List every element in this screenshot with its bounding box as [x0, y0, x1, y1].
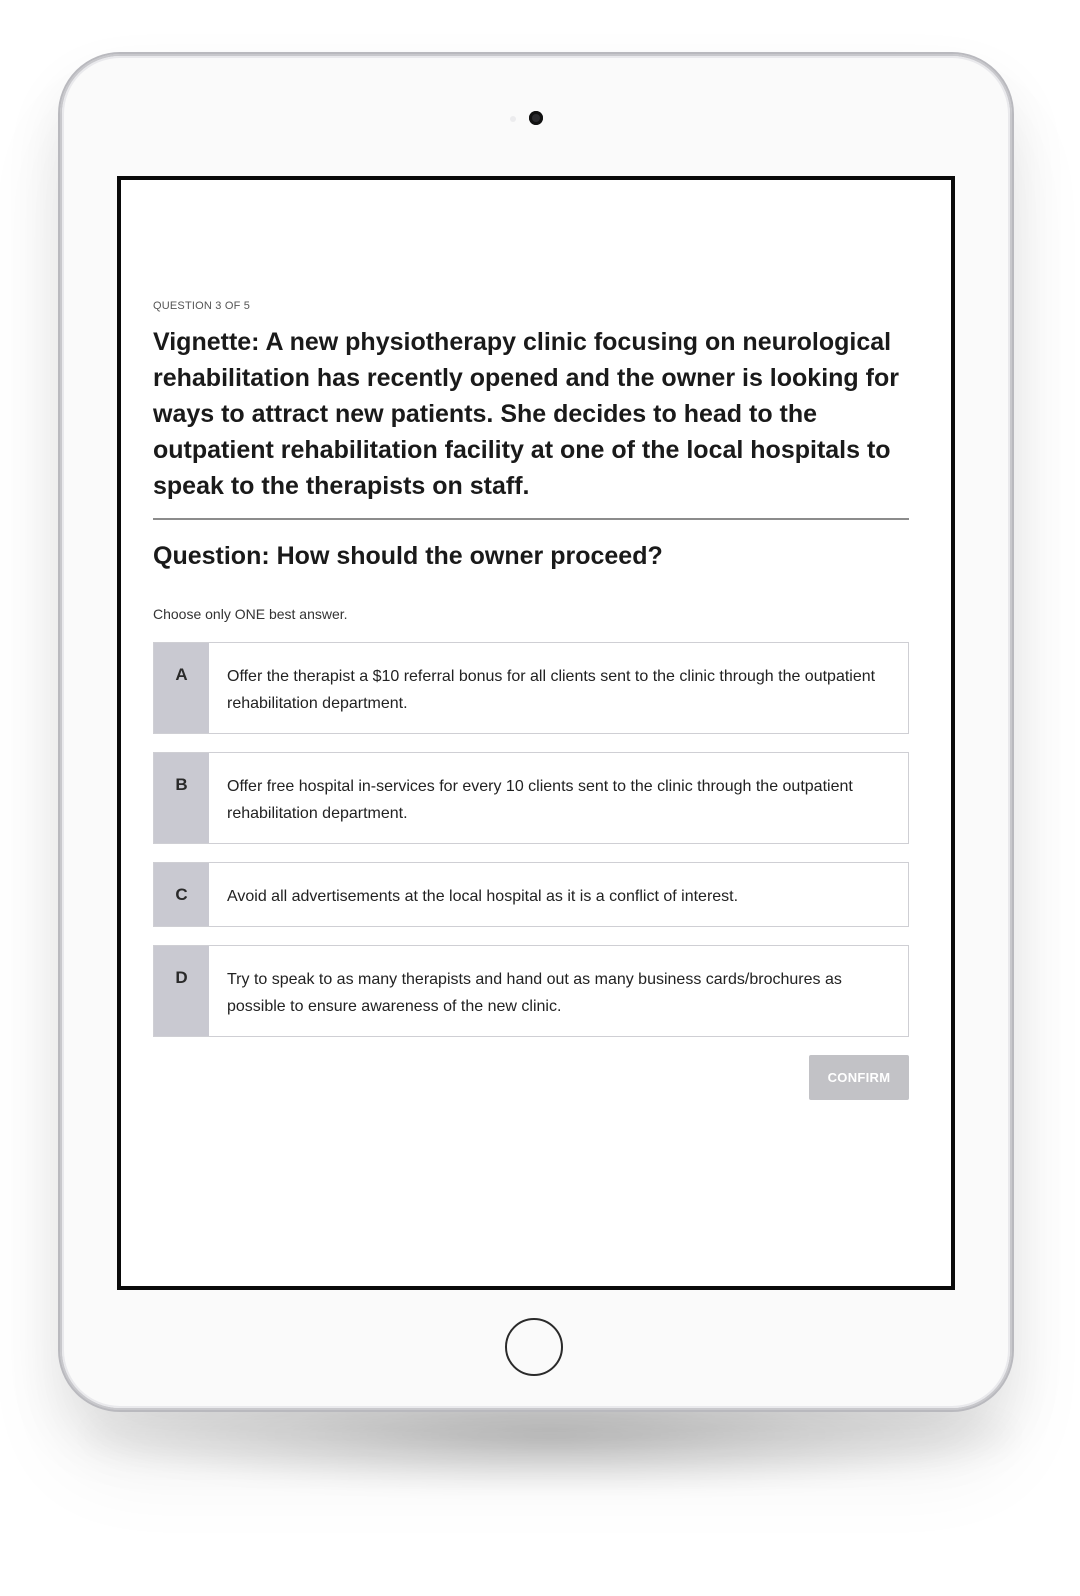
- answer-option-c[interactable]: [153, 862, 909, 927]
- option-letter: C: [154, 863, 209, 926]
- divider: [153, 518, 909, 520]
- option-text: Try to speak to as many therapists and hand out as many business cards/brochures as possible to ensure awareness of the new clinic.: [227, 971, 842, 1015]
- front-camera-icon: [529, 111, 543, 125]
- answer-option-b[interactable]: [153, 752, 909, 844]
- tablet-device: [62, 56, 1010, 1408]
- confirm-row: [153, 1055, 909, 1101]
- option-text: Offer the therapist a $10 referral bonus for all clients sent to the clinic through the outpatient rehabilitation department.: [227, 668, 876, 712]
- option-text: Offer free hospital in-services for every 10 clients sent to the clinic through the outpatient rehabilitation department.: [227, 778, 853, 822]
- option-letter: B: [154, 753, 209, 843]
- answer-option-a[interactable]: [153, 642, 909, 734]
- tablet-screen: [117, 176, 955, 1290]
- quiz-content: [153, 300, 909, 1101]
- question-label: Question:: [153, 542, 270, 570]
- question-counter: QUESTION 3 OF 5: [153, 300, 251, 312]
- confirm-button[interactable]: CONFIRM: [809, 1055, 909, 1100]
- answer-instruction: Choose only ONE best answer.: [153, 606, 348, 622]
- vignette-text: A new physiotherapy clinic focusing on neurological rehabilitation has recently opened and the owner is looking for ways to attract new patients. She decides to head to the outpatient rehabilitation facility at one of the local hospitals to speak to the therapists on staff.: [153, 328, 899, 500]
- option-letter: A: [154, 643, 209, 733]
- option-text: Avoid all advertisements at the local hospital as it is a conflict of interest.: [227, 888, 739, 905]
- answer-option-d[interactable]: [153, 945, 909, 1037]
- light-sensor: [510, 116, 516, 122]
- vignette-label: Vignette:: [153, 328, 260, 356]
- question-text: How should the owner proceed?: [269, 542, 663, 570]
- home-button[interactable]: [505, 1318, 563, 1376]
- question: [153, 540, 909, 572]
- option-letter: D: [154, 946, 209, 1036]
- vignette: [153, 324, 909, 504]
